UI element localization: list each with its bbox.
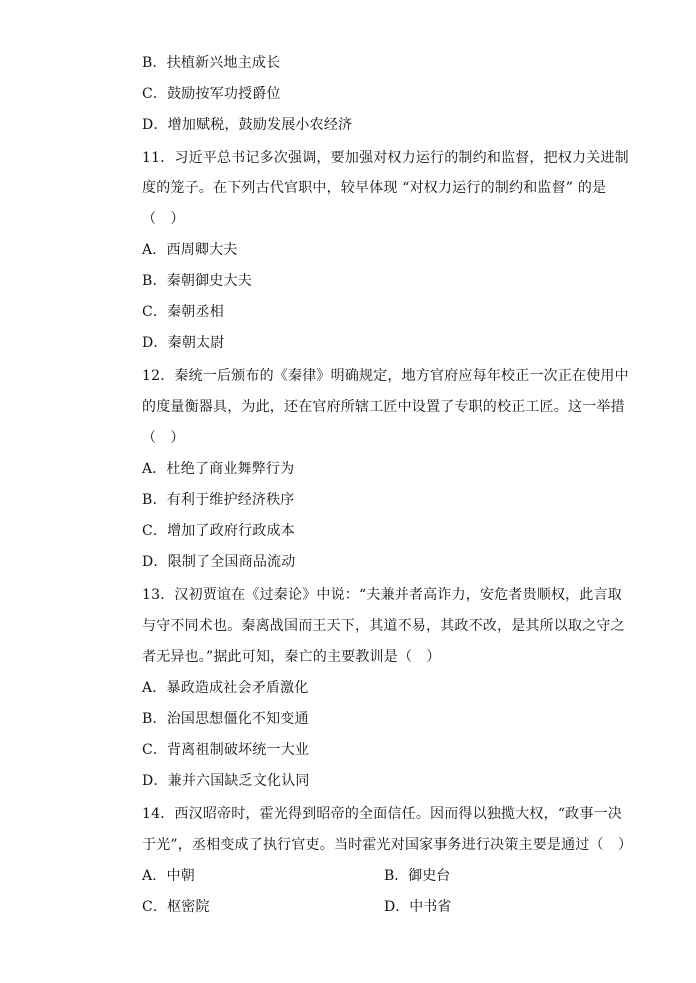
q10-option-d: D．增加赋税，鼓励发展小农经济 (142, 117, 353, 133)
q14-stem-line-1: 14．西汉昭帝时，霍光得到昭帝的全面信任。因而得以独揽大权，“政事一决 (142, 806, 622, 822)
q11-stem-line-1: 11．习近平总书记多次强调，要加强对权力运行的制约和监督，把权力关进制 (142, 150, 629, 166)
q12-option-b: B．有利于维护经济秩序 (142, 492, 295, 508)
q14-option-d: D．中书省 (384, 899, 452, 915)
q11-stem-line-2: 度的笼子。在下列古代官职中，较早体现 “对权力运行的制约和监督” 的是 (142, 180, 607, 196)
q14-stem-line-2: 于光”，丞相变成了执行官吏。当时霍光对国家事务进行决策主要是通过（ ） (142, 837, 633, 853)
q13-stem-line-2: 与守不同术也。秦离战国而王天下，其道不易，其政不改，是其所以取之守之 (142, 618, 625, 634)
q12-stem-line-2: 的度量衡器具，为此，还在官府所辖工匠中设置了专职的校正工匠。这一举措 (142, 399, 625, 415)
q10-option-c: C．鼓励按军功授爵位 (142, 86, 281, 102)
q11-option-a: A．西周卿大夫 (142, 242, 238, 258)
q11-option-b: B．秦朝御史大夫 (142, 273, 252, 289)
q10-option-b: B．扶植新兴地主成长 (142, 55, 281, 71)
q13-option-b: B．治国思想僵化不知变通 (142, 711, 309, 727)
q13-stem-line-1: 13．汉初贾谊在《过秦论》中说：“夫兼并者高诈力，安危者贵顺权，此言取 (142, 587, 622, 603)
q11-option-c: C．秦朝丞相 (142, 304, 224, 320)
q14-option-b: B．御史台 (384, 868, 451, 884)
q13-stem-line-3: 者无异也。”据此可知，秦亡的主要教训是（ ） (142, 649, 441, 665)
q12-option-d: D．限制了全国商品流动 (142, 554, 296, 570)
q13-option-c: C．背离祖制破坏统一大业 (142, 742, 310, 758)
q14-option-a: A．中朝 (142, 868, 195, 884)
q13-option-a: A．暴政造成社会矛盾激化 (142, 680, 309, 696)
q12-option-c: C．增加了政府行政成本 (142, 523, 295, 539)
q13-option-d: D．兼并六国缺乏文化认同 (142, 773, 310, 789)
q11-stem-line-3: （ ） (142, 211, 185, 227)
q14-option-c: C．枢密院 (142, 899, 210, 915)
q12-option-a: A．杜绝了商业舞弊行为 (142, 461, 295, 477)
q11-option-d: D．秦朝太尉 (142, 335, 225, 351)
q12-stem-line-1: 12．秦统一后颁布的《秦律》明确规定，地方官府应每年校正一次正在使用中 (142, 368, 629, 384)
q12-stem-line-3: （ ） (142, 430, 185, 446)
